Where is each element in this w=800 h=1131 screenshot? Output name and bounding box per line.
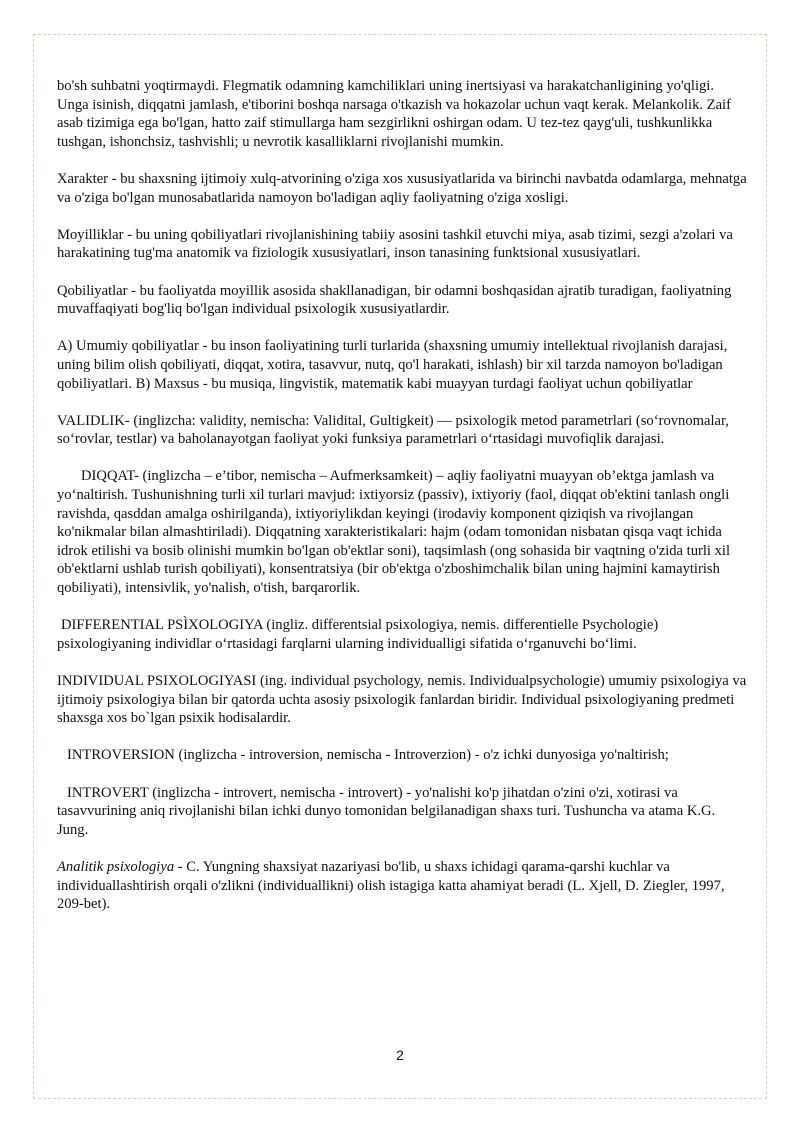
analitik-text: - C. Yungning shaxsiyat nazariyasi bo'lib, u shaxs ichidagi qarama-qarshi kuchlar va individuallashtirish orqali o'zlikni (individuallikni) olish istagiga katta ahamiyat beradi (L. Xjell, D. Ziegler, 1997, 209-bet). (57, 858, 725, 913)
paragraph-moyilliklar: Moyilliklar - bu uning qobiliyatlari rivojlanishining tabiiy asosini tashkil etuvchi miya, asab tizimi, sezgi a'zolari va harakatining tug'ma anatomik va fiziologik xususiyatlari, inson tanasining funktsional xususiyatlari. (57, 226, 733, 262)
paragraph-analitik (57, 858, 747, 914)
paragraph-introvert: INTROVERT (inglizcha - introvert, nemischa - introvert) - yo'nalishi ko'p jihatdan o'zini o'zi, xotirasi va tasavvurining aniq rivojlanishi bilan ichki dunyo tomonidan belgilanadigan shaxs turi. Tushuncha va atama K.G. Jung. (57, 784, 716, 838)
paragraph-diqqat: DIQQAT- (inglizcha – e’tibor, nemischa – Aufmerksamkeit) – aqliy faoliyatni muayyan ob’ektga jamlash va yo‘naltirish. Tushunishning turli xil turlari mavjud: ixtiyorsiz (passiv), ixtiyoriy (faol, diqqat ob'ektini tanlash ongli ravishda, qasddan amalga oshirilganda), ixtiyoriylikdan keyingi (irodaviy komponent qiziqish va rivojlangan ko'nikmalar bilan almashtiriladi). Diqqatning xarakteristikalari: hajm (odam tomonidan nisbatan qisqa vaqt ichida idrok etilishi va bosib olinishi mumkin bo'lgan ob'ektlar soni), taqsimlash (ong sohasida bir vaqtning o'zida turli xil ob'ektlarni ushlab turish qobiliyati), konsentratsiya (bir ob'ektga o'zboshimchalik bilan uning hajmini kamaytirish qobiliyati), intensivlik, yo'nalish, o'tish, barqarorlik. (57, 468, 731, 597)
paragraph-validlik: VALIDLIK- (inglizcha: validity, nemischa: Validital, Gultigkeit) — psixologik metod parametrlari (so‘rovnomalar, so‘rovlar, testlar) va baholanayotgan faoliyat yoki funksiya parametrlari o‘rtasidagi muvofiqlik darajasi. (57, 412, 729, 448)
paragraph-introversion: INTROVERSION (inglizcha - introversion, nemischa - Introverzion) - o'z ichki dunyosiga yo'naltirish; (67, 747, 669, 764)
paragraph-umumiy-qobiliyatlar: A) Umumiy qobiliyatlar - bu inson faoliyatining turli turlarida (shaxsning umumiy intellektual rivojlanish darajasi, uning bilim olish qobiliyati, diqqat, xotira, tasavvur, nutq, qo'l harakati, ishlash) bir xil tarzda namoyon bo'ladigan qobiliyatlari. B) Maxsus - bu musiqa, lingvistik, matematik kabi muayyan turdagi faoliyat uchun qobiliyatlar (57, 338, 728, 392)
paragraph-xarakter: Xarakter - bu shaxsning ijtimoiy xulq-atvorining o'ziga xos xususiyatlarida va birinchi navbatda odamlarga, mehnatga va o'ziga bo'lgan munosabatlarida namoyon bo'ladigan aqliy faoliyatning o'ziga xosligi. (57, 170, 747, 206)
page-number: 2 (396, 1047, 404, 1063)
analitik-term: Analitik psixologiya (57, 858, 175, 875)
document-body (57, 77, 747, 932)
paragraph-individual: INDIVIDUAL PSIXOLOGIYASI (ing. individual psychology, nemis. Individualpsychologie) umumiy psixologiya va ijtimoiy psixologiya bilan bir qatorda uchta asosiy psixologik fanlardan biridir. Individual psixologiyaning predmeti shaxsga xos bo`lgan psixik hodisalardir. (57, 673, 747, 727)
paragraph-qobiliyatlar: Qobiliyatlar - bu faoliyatda moyillik asosida shakllanadigan, bir odamni boshqasidan ajratib turadigan, faoliyatning muvaffaqiyati bog'liq bo'lgan individual psixologik xususiyatlardir. (57, 282, 732, 318)
paragraph-differential: DIFFERENTIAL PSÌXOLOGIYA (ingliz. differentsial psixologiya, nemis. differentielle Psychologie) psixologiyaning individlar o‘rtasidagi farqlarni ularning individualligi sifatida o‘rganuvchi bo‘limi. (57, 617, 659, 652)
paragraph-temperament: bo'sh suhbatni yoqtirmaydi. Flegmatik odamning kamchiliklari uning inertsiyasi va harakatchanligining yo'qligi. Unga isinish, diqqatni jamlash, e'tiborini boshqa narsaga o'tkazish va hokazolar uchun vaqt kerak. Melankolik. Zaif asab tizimiga ega bo'lgan, hatto zaif stimullarga ham sezgirlikni oshirgan odam. U tez-tez qayg'uli, tushkunlikka tushgan, ishonchsiz, tashvishli; u nevrotik kasalliklarni rivojlanishi mumkin. (57, 78, 731, 150)
